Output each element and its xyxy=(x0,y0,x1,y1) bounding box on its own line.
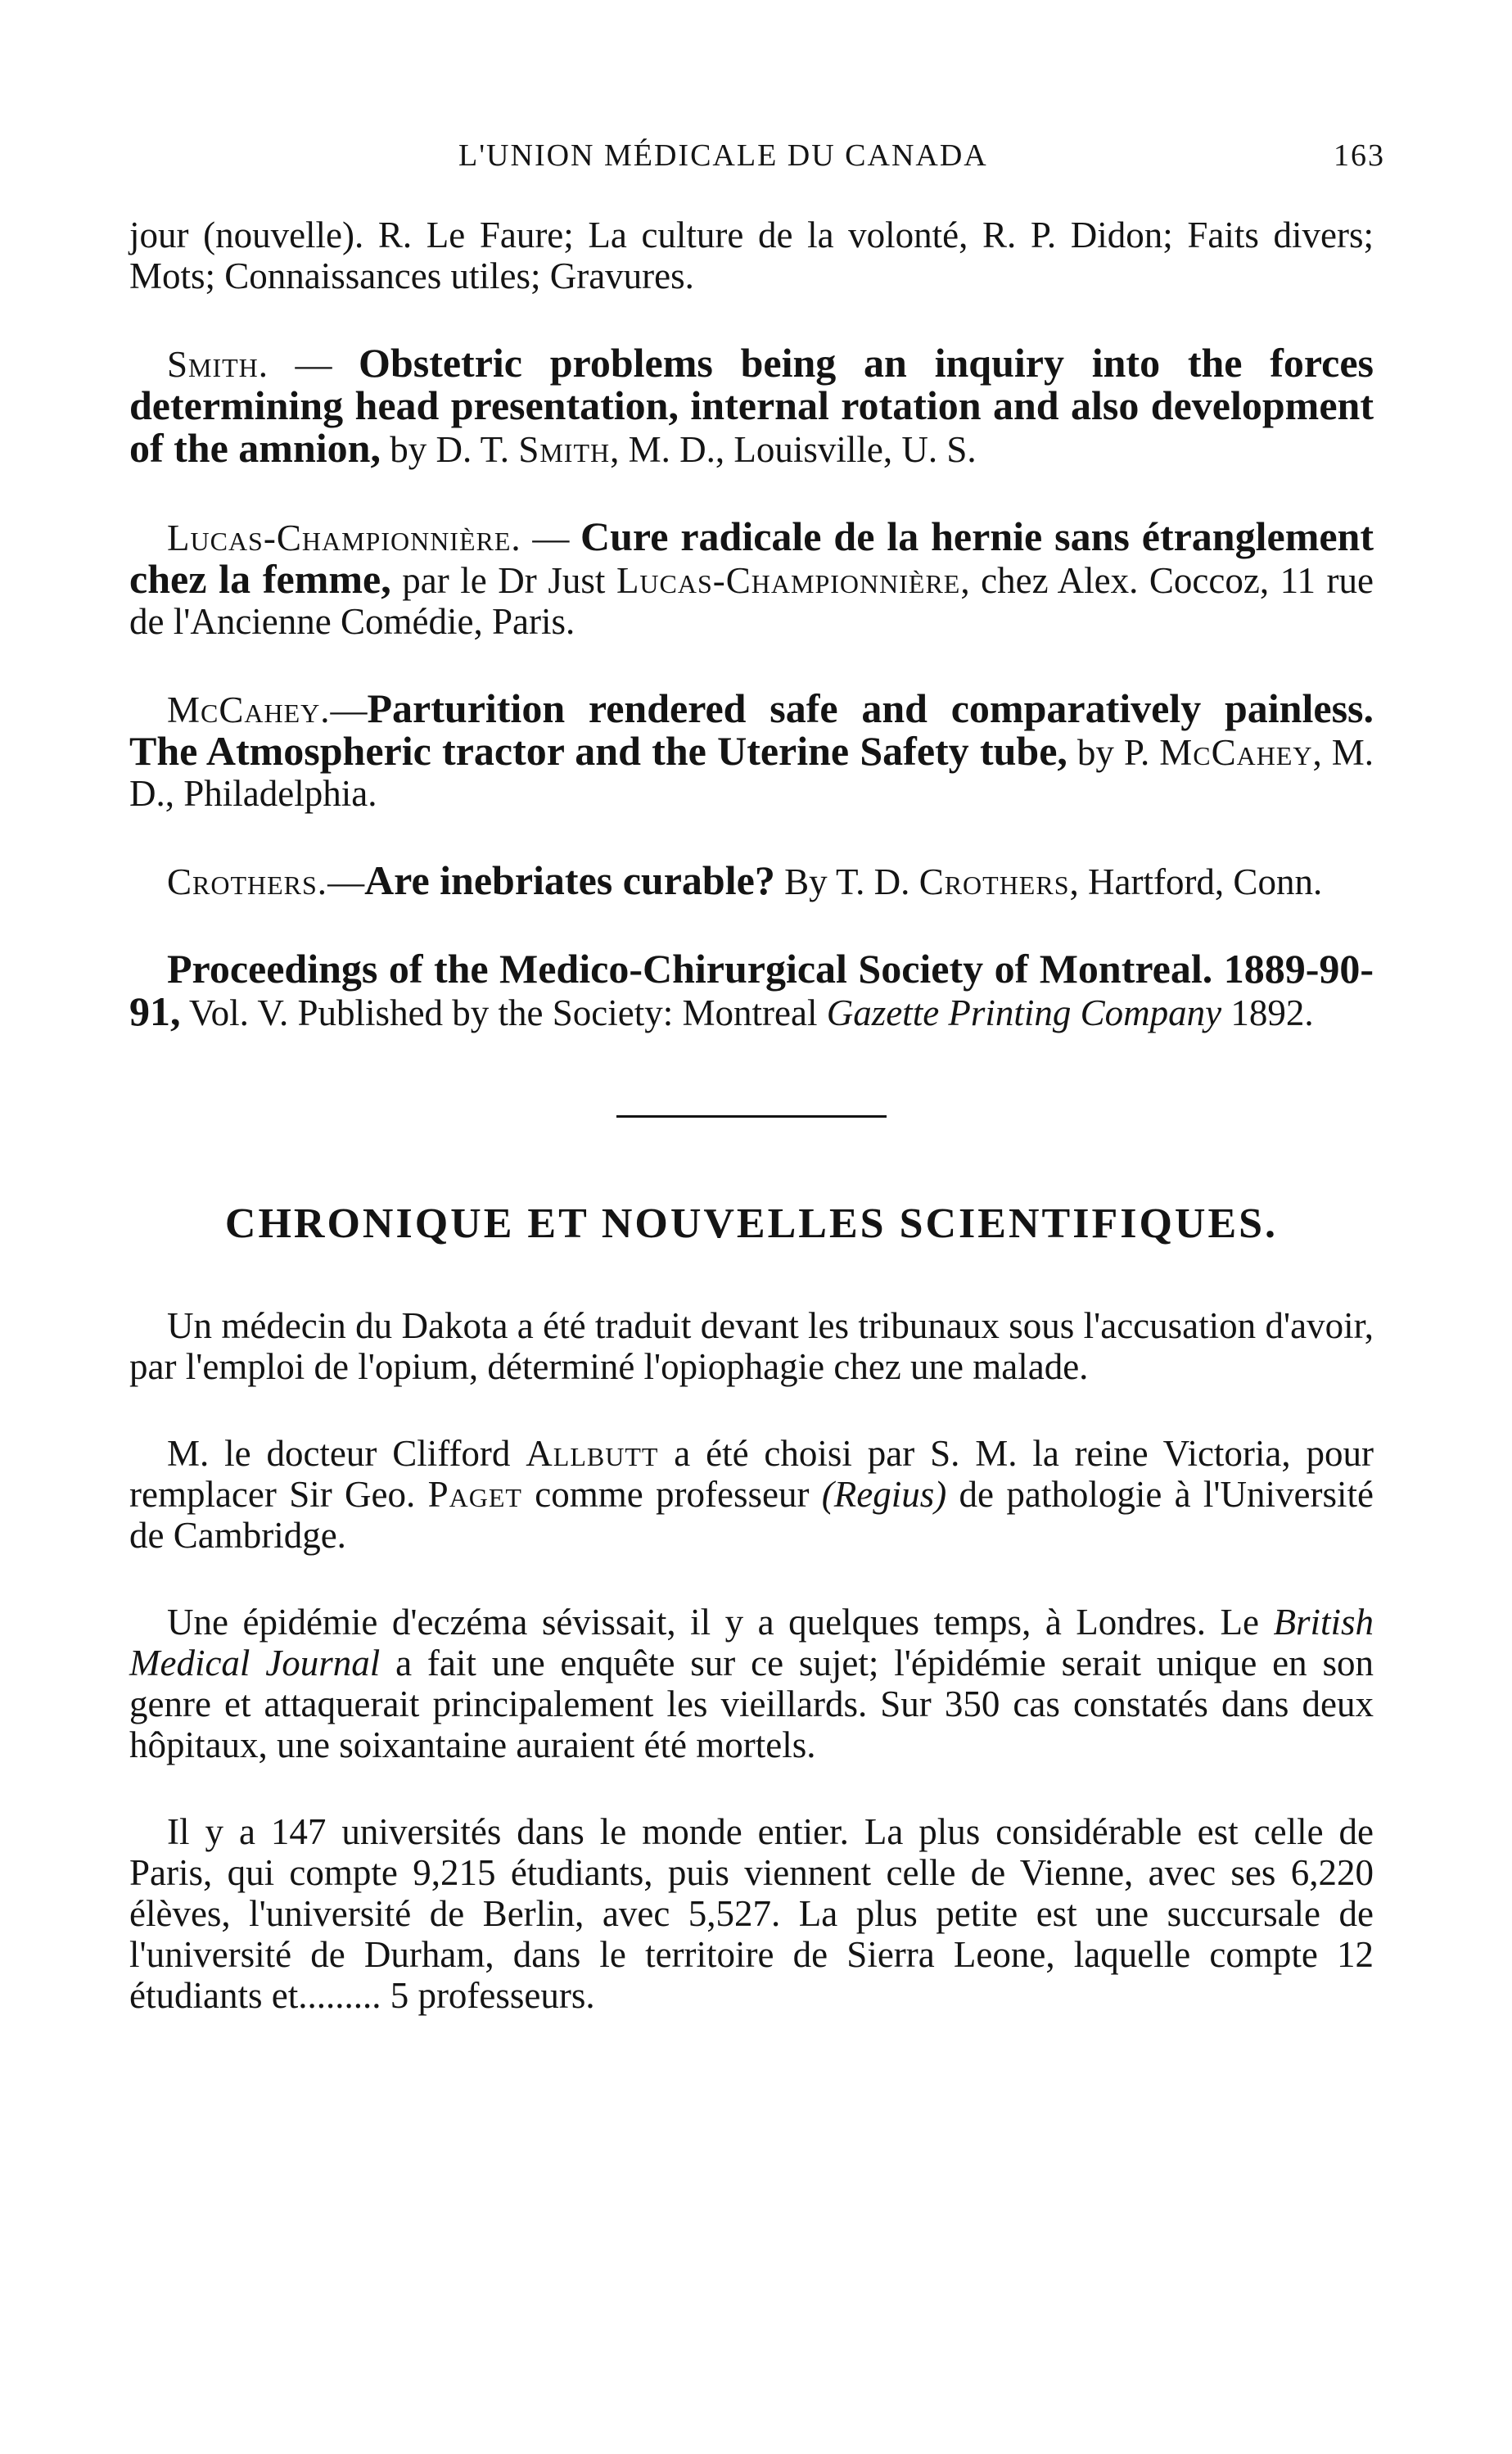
entry-author: Crothers. xyxy=(167,861,328,902)
section-title: CHRONIQUE ET NOUVELLES SCIENTIFIQUES. xyxy=(224,1200,1279,1247)
entry-rest: , Hartford, Conn. xyxy=(1069,861,1323,902)
entry-mccahey xyxy=(129,685,1374,814)
entry-dash: — xyxy=(327,861,365,902)
entry-by: By T. D. xyxy=(774,861,919,902)
section-divider xyxy=(616,1115,887,1118)
entry-title: Cure radicale de la hernie sans étranglement chez la femme, xyxy=(129,513,1374,602)
entry-rest: Vol. V. Published by the Society: Montreal xyxy=(180,992,827,1033)
entry-by: by P. xyxy=(1067,732,1160,773)
entry-crothers xyxy=(129,857,1374,903)
news-text: Une épidémie d'eczéma sévissait, il y a quelques temps, à Londres. Le xyxy=(167,1602,1274,1643)
entry-proceedings xyxy=(129,948,1374,1033)
entry-dash: — xyxy=(521,517,580,558)
entry-publisher: Gazette Printing Company xyxy=(826,992,1222,1033)
entry-continued xyxy=(129,215,1374,296)
entry-rest: , chez Alex. Coccoz, 11 rue de l'Ancienne Comédie, Paris. xyxy=(129,560,1374,642)
main-column xyxy=(129,215,1374,2062)
entry-author-full: Lucas-Championnière xyxy=(616,560,961,601)
entry-author: Lucas-Championnière. xyxy=(167,517,521,558)
news-text: a été choisi par S. M. la reine Victoria, pour remplacer Sir Geo. xyxy=(129,1433,1374,1515)
entry-author: McCahey. xyxy=(167,689,331,730)
entry-title: Obstetric problems being an inquiry into the forces determining head presentation, internal rotation and also development of the amnion, xyxy=(129,340,1374,471)
news-paragraph-eczema xyxy=(129,1602,1374,1765)
news-text: comme professeur xyxy=(521,1474,822,1515)
entry-author-full: McCahey xyxy=(1159,732,1313,773)
entry-rest: , M. D., Philadelphia. xyxy=(129,732,1374,814)
entry-text: jour (nouvelle). R. Le Faure; La culture de la volonté, R. P. Didon; Faits divers; Mots; Connaissances utiles; Gravures. xyxy=(129,215,1374,296)
entry-title: Parturition rendered safe and comparatively painless. The Atmospheric tractor and the Uterine Safety tube, xyxy=(129,685,1374,774)
news-paragraph-universities xyxy=(129,1811,1374,2016)
entry-author-full: Smith xyxy=(518,429,611,470)
news-paragraph-dakota xyxy=(129,1305,1374,1387)
entry-dash: — xyxy=(330,689,368,730)
news-text: a fait une enquête sur ce sujet; l'épidémie serait unique en son genre et attaquerait principalement les vieillards. Sur 350 cas constatés dans deux hôpitaux, une soixantaine auraient été mortels. xyxy=(129,1643,1374,1765)
entry-dash: — xyxy=(269,344,359,385)
entry-title: Proceedings of the Medico-Chirurgical Society of Montreal. 1889-90-91, xyxy=(129,946,1374,1034)
journal-name: British Medical Journal xyxy=(129,1602,1374,1683)
entry-year: 1892. xyxy=(1221,992,1314,1033)
news-text: Il y a 147 universités dans le monde entier. La plus considérable est celle de Paris, qui compte 9,215 étudiants, puis viennent celle de Vienne, avec ses 6,220 élèves, l'université de Berlin, avec 5,527. La plus petite est une succursale de l'université de Durham, dans le territoire de Sierra Leone, laquelle compte 12 étudiants et......... 5 professeurs. xyxy=(129,1811,1374,2016)
news-text: Un médecin du Dakota a été traduit devant les tribunaux sous l'accusation d'avoir, par l'emploi de l'opium, déterminé l'opiophagie chez une malade. xyxy=(129,1305,1374,1387)
news-paragraph-allbutt xyxy=(129,1433,1374,1556)
entry-author: Smith. xyxy=(167,344,269,385)
journal-title: L'UNION MÉDICALE DU CANADA xyxy=(458,138,988,173)
person-name: Allbutt xyxy=(526,1433,659,1474)
person-name: Paget xyxy=(427,1474,522,1515)
entry-author-full: Crothers xyxy=(918,861,1070,902)
entry-by: par le Dr Just xyxy=(390,560,616,601)
news-text: M. le docteur Clifford xyxy=(167,1433,526,1474)
news-text: de pathologie à l'Université de Cambridge. xyxy=(129,1474,1374,1556)
entry-rest: , M. D., Louisville, U. S. xyxy=(610,429,977,470)
page-number: 163 xyxy=(1334,138,1385,173)
entry-lucas-championniere xyxy=(129,513,1374,642)
entry-smith xyxy=(129,342,1374,470)
entry-by: by D. T. xyxy=(380,429,519,470)
entry-title: Are inebriates curable? xyxy=(364,857,775,903)
running-head xyxy=(0,138,1512,187)
regius-term: (Regius) xyxy=(821,1474,947,1515)
